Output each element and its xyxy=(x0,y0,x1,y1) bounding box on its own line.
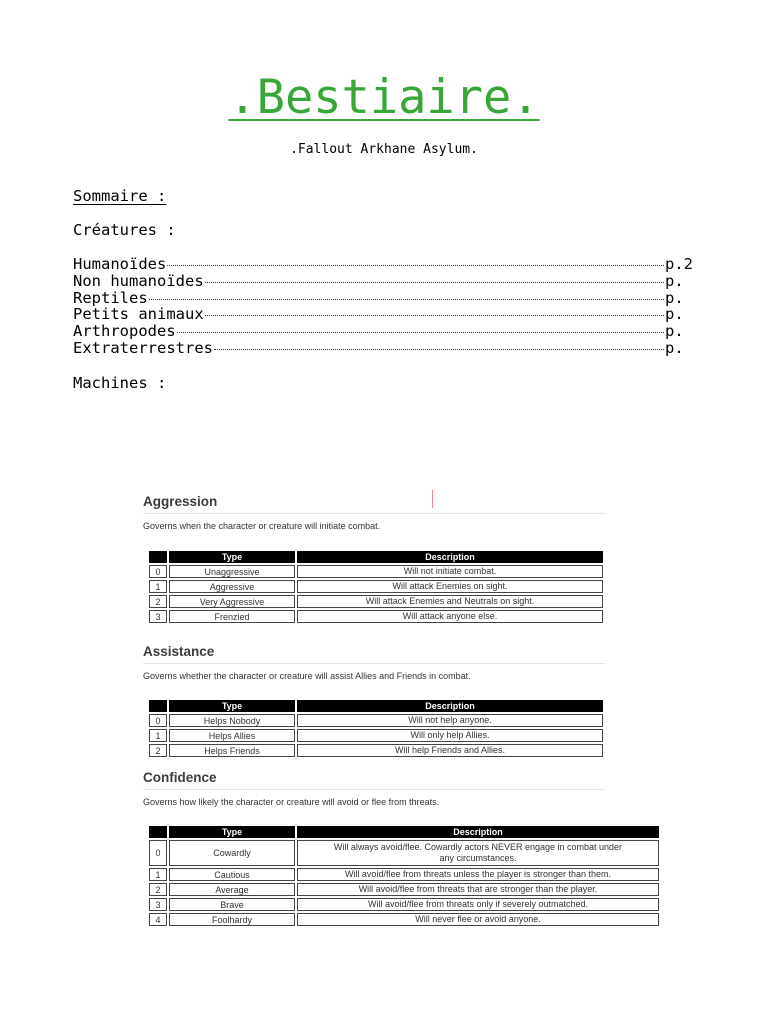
table-row xyxy=(149,913,659,926)
table-of-contents xyxy=(73,256,693,357)
table-row xyxy=(149,565,603,578)
row-number: 2 xyxy=(149,744,167,757)
table-row xyxy=(149,898,659,911)
section-description: Governs how likely the character or creature will avoid or flee from threats. xyxy=(143,797,440,807)
toc-entry-reptiles[interactable] xyxy=(73,290,693,307)
table-row xyxy=(149,595,603,608)
header-description: Description xyxy=(297,826,659,838)
toc-entry-page: p. xyxy=(665,271,684,290)
title-text: .Bestiaire. xyxy=(228,70,540,125)
toc-machines-heading: Machines : xyxy=(73,374,167,392)
header-type: Type xyxy=(169,826,295,838)
toc-entry-page: p. xyxy=(665,288,684,307)
toc-entry-page: p. xyxy=(665,322,684,341)
row-description: Will not initiate combat. xyxy=(297,565,603,578)
row-description: Will never flee or avoid anyone. xyxy=(297,913,659,926)
row-number: 0 xyxy=(149,840,167,866)
toc-leader-dots xyxy=(205,282,664,283)
row-number: 1 xyxy=(149,729,167,742)
section-divider xyxy=(143,663,605,664)
row-number: 1 xyxy=(149,868,167,881)
row-type: Brave xyxy=(169,898,295,911)
toc-leader-dots xyxy=(177,332,664,333)
toc-entry-page: p. xyxy=(665,305,684,324)
section-title: Aggression xyxy=(143,494,218,509)
row-number: 3 xyxy=(149,898,167,911)
assistance-section xyxy=(143,644,605,681)
aggression-section xyxy=(143,494,605,531)
confidence-table xyxy=(147,824,661,928)
header-blank-cell xyxy=(149,826,167,838)
toc-entry-page: p. xyxy=(665,338,684,357)
table-row xyxy=(149,714,603,727)
row-type: Frenzied xyxy=(169,610,295,623)
toc-entry-humanoides[interactable] xyxy=(73,256,693,273)
header-type: Type xyxy=(169,551,295,563)
row-description: Will avoid/flee from threats only if severely outmatched. xyxy=(297,898,659,911)
toc-creatures-heading: Créatures : xyxy=(73,221,176,239)
table-row xyxy=(149,610,603,623)
row-description: Will attack Enemies on sight. xyxy=(297,580,603,593)
toc-leader-dots xyxy=(149,299,664,300)
table-row xyxy=(149,840,659,866)
row-description: Will avoid/flee from threats that are stronger than the player. xyxy=(297,883,659,896)
row-description: Will only help Allies. xyxy=(297,729,603,742)
document-subtitle: .Fallout Arkhane Asylum. xyxy=(290,142,478,157)
row-type: Very Aggressive xyxy=(169,595,295,608)
table-header-row xyxy=(149,551,603,563)
toc-entry-label: Non humanoïdes xyxy=(73,271,204,290)
table-row xyxy=(149,580,603,593)
table-header-row xyxy=(149,700,603,712)
document-title xyxy=(0,70,768,125)
toc-entry-non-humanoides[interactable] xyxy=(73,273,693,290)
toc-entry-label: Arthropodes xyxy=(73,322,176,341)
row-description: Will attack Enemies and Neutrals on sight. xyxy=(297,595,603,608)
section-description: Governs whether the character or creature will assist Allies and Friends in combat. xyxy=(143,671,471,681)
table-row xyxy=(149,868,659,881)
toc-entry-label: Extraterrestres xyxy=(73,338,213,357)
row-description: Will not help anyone. xyxy=(297,714,603,727)
row-type: Helps Allies xyxy=(169,729,295,742)
header-blank-cell xyxy=(149,551,167,563)
row-number: 0 xyxy=(149,565,167,578)
row-number: 1 xyxy=(149,580,167,593)
table-header-row xyxy=(149,826,659,838)
row-number: 2 xyxy=(149,883,167,896)
row-description: Will help Friends and Allies. xyxy=(297,744,603,757)
section-description: Governs when the character or creature will initiate combat. xyxy=(143,521,381,531)
header-type: Type xyxy=(169,700,295,712)
toc-entry-label: Humanoïdes xyxy=(73,255,167,273)
row-number: 4 xyxy=(149,913,167,926)
row-number: 0 xyxy=(149,714,167,727)
row-type: Cautious xyxy=(169,868,295,881)
row-description: Will attack anyone else. xyxy=(297,610,603,623)
row-description: Will avoid/flee from threats unless the player is stronger than them. xyxy=(297,868,659,881)
toc-entry-petits-animaux[interactable] xyxy=(73,306,693,323)
table-row xyxy=(149,729,603,742)
toc-leader-dots xyxy=(167,265,664,266)
confidence-section xyxy=(143,770,605,807)
row-type: Cowardly xyxy=(169,840,295,866)
toc-entry-arthropodes[interactable] xyxy=(73,323,693,340)
table-row xyxy=(149,883,659,896)
toc-sommaire-heading: Sommaire : xyxy=(73,187,167,205)
toc-leader-dots xyxy=(214,349,664,350)
toc-entry-label: Petits animaux xyxy=(73,305,204,324)
toc-entry-extraterrestres[interactable] xyxy=(73,340,693,357)
row-type: Average xyxy=(169,883,295,896)
toc-entry-label: Reptiles xyxy=(73,288,148,307)
toc-entry-page: p.2 xyxy=(665,255,693,273)
aggression-table xyxy=(147,549,605,625)
row-type: Unaggressive xyxy=(169,565,295,578)
row-number: 3 xyxy=(149,610,167,623)
row-type: Aggressive xyxy=(169,580,295,593)
row-number: 2 xyxy=(149,595,167,608)
section-title: Confidence xyxy=(143,770,217,785)
header-blank-cell xyxy=(149,700,167,712)
header-description: Description xyxy=(297,700,603,712)
section-divider xyxy=(143,789,605,790)
row-type: Foolhardy xyxy=(169,913,295,926)
header-description: Description xyxy=(297,551,603,563)
toc-leader-dots xyxy=(205,315,664,316)
section-divider xyxy=(143,513,605,514)
row-type: Helps Friends xyxy=(169,744,295,757)
row-type: Helps Nobody xyxy=(169,714,295,727)
section-title: Assistance xyxy=(143,644,215,659)
assistance-table xyxy=(147,698,605,759)
row-description: Will always avoid/flee. Cowardly actors NEVER engage in combat under any circumstances. xyxy=(297,840,659,866)
table-row xyxy=(149,744,603,757)
